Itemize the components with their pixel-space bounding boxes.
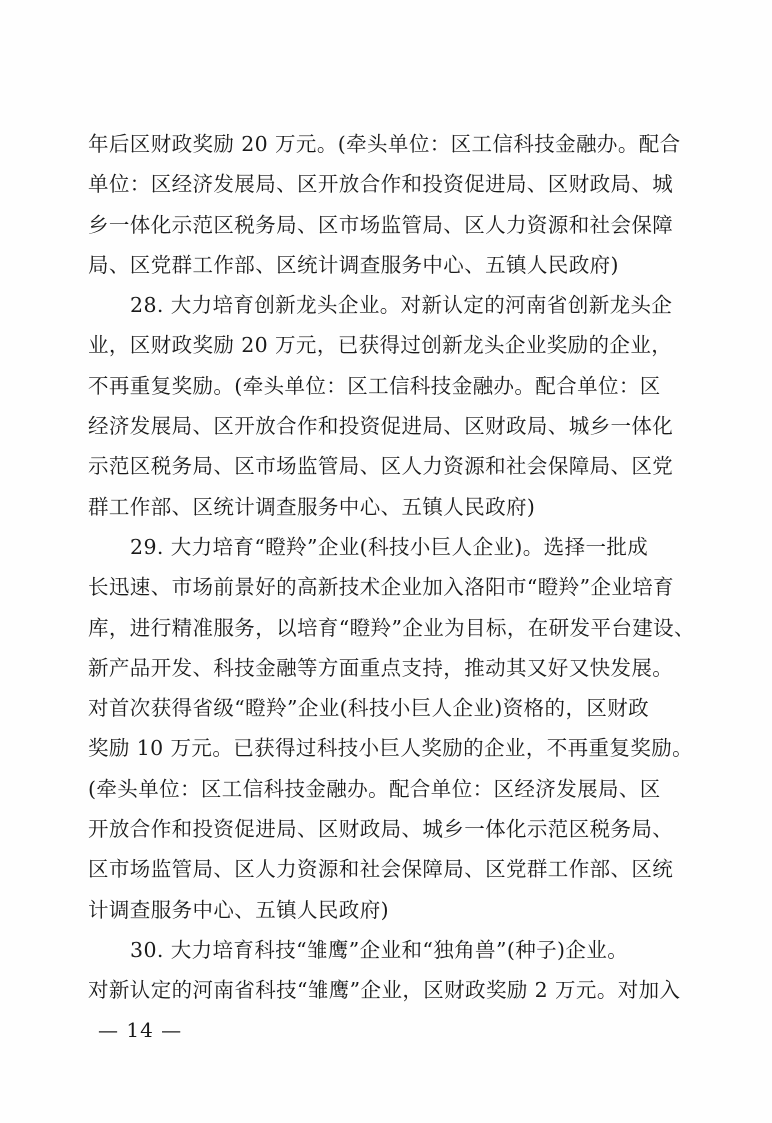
text-line: 局、区党群工作部、区统计调查服务中心、五镇人民政府) xyxy=(88,252,619,277)
text-line: 对新认定的河南省科技“雏鹰”企业，区财政奖励 2 万元。对加入 xyxy=(88,978,681,1003)
text-line: 业，区财政奖励 20 万元，已获得过创新龙头企业奖励的企业， xyxy=(88,333,673,358)
paragraph-28-start: 28. 大力培育创新龙头企业。对新认定的河南省创新龙头企 xyxy=(130,293,673,318)
body-text xyxy=(88,124,695,1011)
text-line: 对首次获得省级“瞪羚”企业(科技小巨人企业)资格的，区财政 xyxy=(88,696,650,721)
text-line: 不再重复奖励。(牵头单位：区工信科技金融办。配合单位：区 xyxy=(88,373,661,398)
text-line: 计调查服务中心、五镇人民政府) xyxy=(88,897,389,922)
text-line: 库，进行精准服务，以培育“瞪羚”企业为目标，在研发平台建设、 xyxy=(88,615,695,640)
text-line: (牵头单位：区工信科技金融办。配合单位：区经济发展局、区 xyxy=(88,776,661,801)
paragraph-30-start: 30. 大力培育科技“雏鹰”企业和“独角兽”(种子)企业。 xyxy=(130,937,629,962)
text-line: 新产品开发、科技金融等方面重点支持，推动其又好又快发展。 xyxy=(88,655,674,680)
page-number: — 14 — xyxy=(98,1018,183,1042)
text-line: 奖励 10 万元。已获得过科技小巨人奖励的企业，不再重复奖励。 xyxy=(88,736,694,761)
text-line: 长迅速、市场前景好的高新技术企业加入洛阳市“瞪羚”企业培育 xyxy=(88,575,675,600)
text-line: 乡一体化示范区税务局、区市场监管局、区人力资源和社会保障 xyxy=(88,212,674,237)
text-line: 年后区财政奖励 20 万元。(牵头单位：区工信科技金融办。配合 xyxy=(88,132,681,156)
text-line: 示范区税务局、区市场监管局、区人力资源和社会保障局、区党 xyxy=(88,454,674,479)
text-line: 区市场监管局、区人力资源和社会保障局、区党群工作部、区统 xyxy=(88,857,674,882)
text-line: 经济发展局、区开放合作和投资促进局、区财政局、城乡一体化 xyxy=(88,414,674,439)
text-line: 单位：区经济发展局、区开放合作和投资促进局、区财政局、城 xyxy=(88,172,674,197)
text-line: 开放合作和投资促进局、区财政局、城乡一体化示范区税务局、 xyxy=(88,817,674,842)
paragraph-29-start: 29. 大力培育“瞪羚”企业(科技小巨人企业)。选择一批成 xyxy=(130,534,649,559)
text-line: 群工作部、区统计调查服务中心、五镇人民政府) xyxy=(88,494,536,519)
